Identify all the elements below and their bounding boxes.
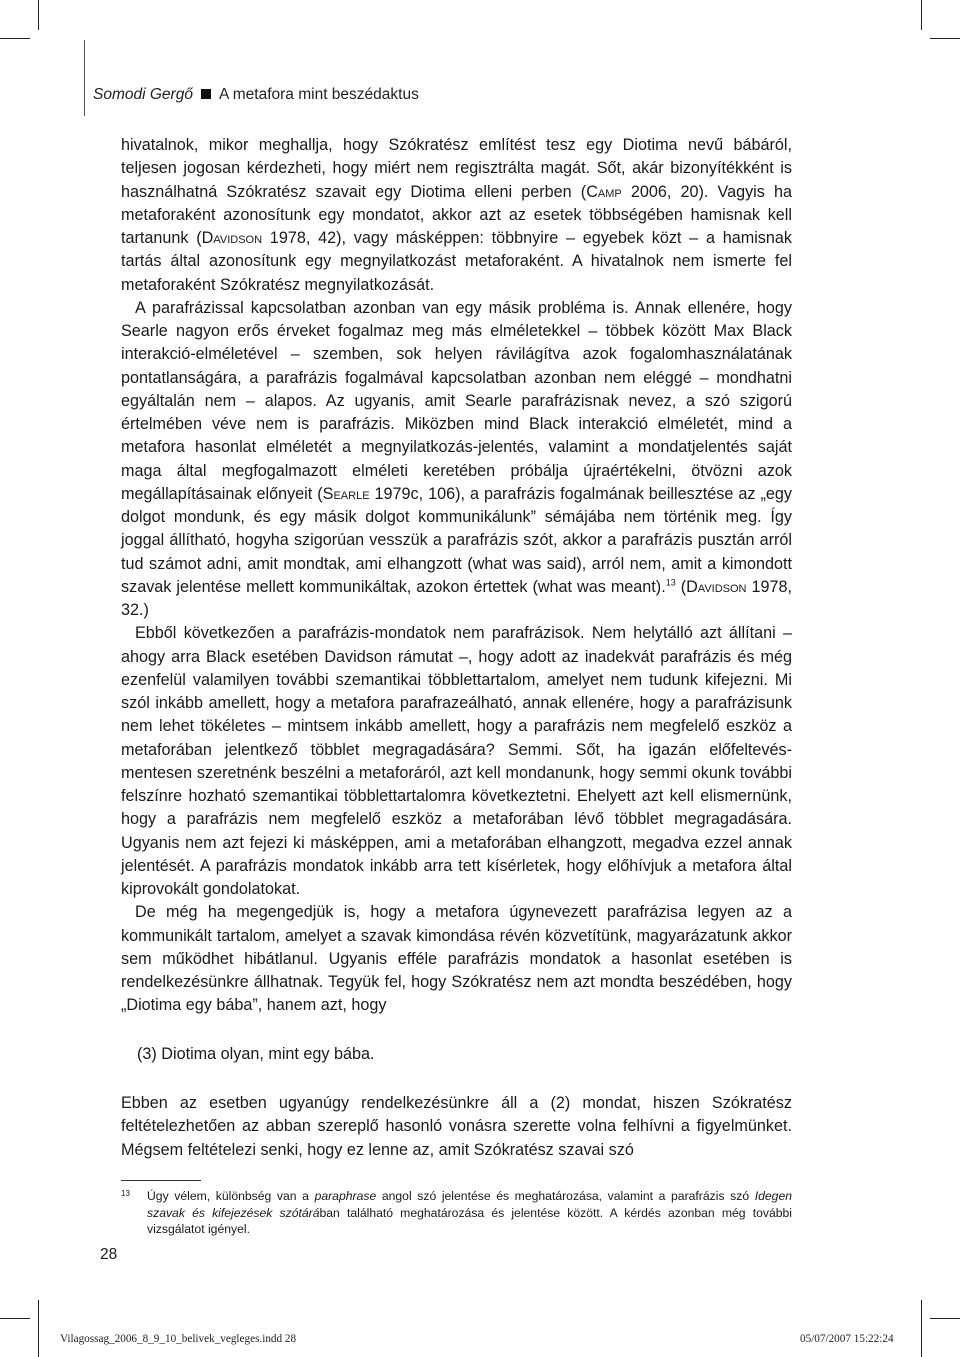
footnote-ref: 13 xyxy=(665,577,676,588)
crop-mark xyxy=(930,1318,960,1319)
running-header xyxy=(93,86,419,104)
crop-mark xyxy=(930,38,960,39)
example-sentence: (3) Diotima olyan, mint egy bába. xyxy=(137,1045,375,1063)
cited-author: Davidson xyxy=(686,577,747,596)
cited-author: Camp xyxy=(586,182,622,201)
body-text xyxy=(121,134,792,1018)
paragraph: De még ha megengedjük is, hogy a metafora úgynevezett parafrázisa legyen az a kommunikált tartalom, amelyet a szavak kimondása révén közvetítünk, magyarázatunk akkor sem működhet hibátlanul. Ugyanis efféle parafrázis mondatok a hasonlat esetében is rendelkezésünkre állhatnak. Tegyük fel, hogy Szókratész nem azt mondta beszédében, hogy „Diotima egy bába”, hanem azt, hogy xyxy=(121,903,792,1015)
square-bullet-icon xyxy=(201,89,211,99)
cited-author: Davidson xyxy=(201,229,263,247)
page-number: 28 xyxy=(100,1246,118,1263)
header-author: Somodi Gergő xyxy=(93,86,193,103)
body-text-continuation: Ebben az esetben ugyanúgy rendelkezésünkre áll a (2) mondat, hiszen Szókratész feltételezhetően az abban szereplő hasonló vonásra szerette volna felhívni a figyelmünket. Mégsem feltételezi senki, hogy ez lenne az, amit Szókratész szavai szó xyxy=(121,1094,792,1159)
crop-mark xyxy=(921,0,922,30)
footnote-number: 13 xyxy=(121,1189,130,1198)
footnote-text: Úgy vélem, különbség van a paraphrase angol szó jelentése és meghatározása, valamint a parafrázis szó Idegen szavak és kifejezések szótárában található meghatározása és jelentése között. A kérdés azonban még további vizsgálatot igényel. xyxy=(147,1189,792,1236)
footnote-rule xyxy=(121,1180,201,1181)
paragraph: hivatalnok, mikor meghallja, hogy Szókratész említést tesz egy Diotima nevű bábáról, teljesen jogosan kérdezheti, hogy miért nem regisztrálta magát. Sőt, akár bizonyítékként is használhatná Szókratész szavait egy Diotima elleni perben (Camp 2006, 20). Vagyis ha metaforaként azonosítunk egy mondatot, akkor azt az esetek többségében hamisnak kell tartanunk (Davidson 1978, 42), vagy másképpen: többnyire – egyebek közt – a hamisnak tartás által azonosítunk egy megnyilatkozást metaforaként. A hivatalnok nem ismerte fel metaforaként Szókratész megnyilatkozását. xyxy=(121,136,793,294)
crop-mark xyxy=(38,0,39,30)
crop-mark xyxy=(0,1318,30,1319)
paragraph: Ebből következően a parafrázis-mondatok nem parafrázisok. Nem helytálló azt állítani – ahogy arra Black esetében Davidson rámutat –, hogy adott az inadekvát parafrázis és még ezenfelül valamilyen további szemantikai többlettartalom, amelyet nem tudunk kifejezni. Mi szól inkább amellett, hogy a metafora parafrazeálható, annak ellenére, hogy a parafrázisunk nem lehet tökéletes – mintsem inkább amellett, hogy a parafrázis nem megfelelő eszköz a metaforában jelentkező többlet megragadására? Semmi. Sőt, ha igazán előfeltevés-mentesen szeretnénk beszélni a metaforáról, azt kell mondanunk, hogy semmi okunk további felszínre hozható szemantikai többlettartalomra következtetni. Ehelyett azt kell elismernünk, hogy a parafrázis nem megfelelő eszköz a metaforában lévő többlet megragadására. Ugyanis nem azt fejezi ki másképpen, ami a metaforában elhangzott, megadva ezzel annak jelentését. A parafrázis mondatok inkább arra tett kísérletek, hogy előhívjuk a metafora által kiprovokált gondolatokat. xyxy=(121,624,792,898)
crop-mark xyxy=(38,1300,39,1357)
header-rule xyxy=(84,40,85,116)
crop-mark xyxy=(921,1300,922,1357)
paragraph: A parafrázissal kapcsolatban azonban van egy másik probléma is. Annak ellenére, hogy Searle nagyon erős érveket fogalmaz meg más elméletekkel – többek között Max Black interakció-elméletével – szemben, sok helyen rávilágítva azok fogalomhasználatának pontatlanságára, a parafrázis fogalmával kapcsolatban azonban nem eléggé – mondhatni egyáltalán nem – alapos. Az ugyanis, amit Searle parafrázisnak nevez, a szó szigorú értelmében véve nem is parafrázis. Miközben mind Black interakció elméletét, mind a metafora hasonlat elméletét a megnyilatkozás-jelentés, valamint a mondatjelentés saját maga által megfogalmazott elméleti keretében próbálja újraértékelni, ötvözni azok megállapításainak előnyeit (Searle 1979c, 106), a parafrázis fogalmának beillesztése az „egy dolgot mondunk, és egy másik dolgot kommunikálunk” sémájába nem történik meg. Így joggal állítható, hogyha szigorúan vesszük a parafrázis szót, akkor a parafrázis pusztán arról tud számot adni, amit mondtak, ami elhangzott (what was said), arról nem, amit a kimondott szavak jelentése mellett kommunikáltak, azokon értettek (what was meant).$^{13}$ (Davidson 1978, 32.) xyxy=(121,298,793,619)
header-title: A metafora mint beszédaktus xyxy=(218,86,419,103)
imprint-file: Vilagossag_2006_8_9_10_belivek_vegleges.indd 28 xyxy=(60,1333,297,1345)
footnote xyxy=(121,1188,792,1238)
cited-author: Searle xyxy=(322,484,370,503)
imprint-date: 05/07/2007 15:22:24 xyxy=(800,1333,894,1345)
crop-mark xyxy=(0,38,30,39)
